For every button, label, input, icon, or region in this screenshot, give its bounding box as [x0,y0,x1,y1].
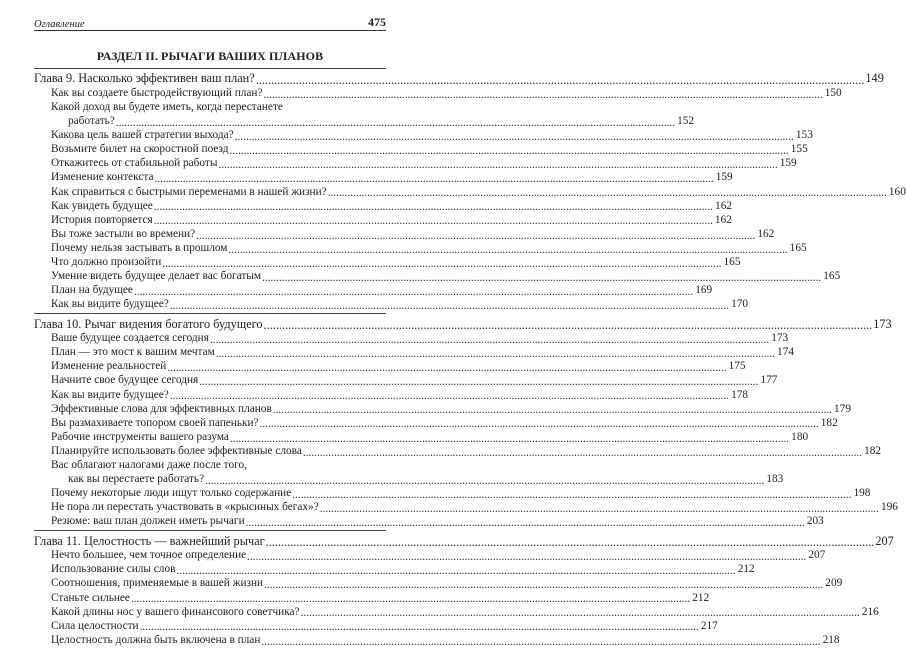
dot-leader [303,447,862,458]
toc-entry[interactable] [34,359,746,373]
divider [34,313,386,314]
toc-entry[interactable] [34,142,808,156]
toc-entry-page: 183 [766,473,784,486]
toc-entry[interactable] [34,416,838,430]
dot-leader [235,131,794,142]
toc-entry-page: 203 [806,515,824,528]
dot-leader [210,334,769,345]
toc-entry-page: 162 [714,213,732,226]
dot-leader [264,89,823,100]
toc-entry-page: 162 [757,227,775,240]
toc-entry[interactable] [34,255,741,269]
toc-entry[interactable] [34,331,789,345]
dot-leader [205,475,764,486]
toc-entry[interactable] [34,619,718,633]
dot-leader [273,404,832,415]
dot-leader [266,536,875,548]
toc-entry-page: 207 [875,533,894,548]
toc-entry-title: Целостность должна быть включена в план [51,633,261,646]
toc-entry-page: 212 [692,591,710,604]
toc-entry-title: Станьте сильнее [51,591,130,604]
toc-entry-title: Ваше будущее создается сегодня [51,332,209,345]
toc-entry-page: 162 [715,199,732,212]
toc-entry-title: Глава 11. Целостность — важнейший рычаг [34,533,265,548]
toc-entry[interactable] [34,402,851,416]
toc-entry-title: Глава 10. Рычаг видения богатого будущего [34,316,263,331]
dot-leader [328,187,887,198]
running-header-title: Оглавление [34,19,85,30]
toc-entry-title: Рабочие инструменты вашего разума [51,430,229,443]
dot-leader [320,503,879,514]
toc-entry-page: 165 [723,256,741,269]
toc-entry-page: 152 [677,115,695,128]
toc-chapter-entry[interactable] [34,315,892,331]
toc-entry-page: 179 [834,402,851,415]
toc-entry-page: 180 [791,430,809,443]
toc-entry-title: Нечто большее, чем точное определение [51,549,247,562]
dot-leader [292,489,851,500]
toc-entry-title: План — это мост к вашим мечтам [51,346,215,359]
toc-entry-page: 153 [795,129,813,142]
toc-entry[interactable] [34,590,710,604]
toc-entry-title: Возьмите билет на скоростной поезд [51,143,229,156]
toc-entry[interactable] [34,241,807,255]
toc-entry-page: 218 [822,633,840,646]
toc-entry[interactable] [34,213,732,227]
toc-entry-page: 217 [700,619,718,632]
dot-leader [140,621,699,632]
toc-entry-page: 155 [790,143,808,156]
toc-entry-title: Вас облагают налогами даже после того, [51,459,247,472]
dot-leader [261,636,820,647]
dot-leader [199,376,758,387]
toc-entry[interactable] [34,128,813,142]
dot-leader [216,348,775,359]
divider [34,530,386,531]
toc-entry-page: 174 [777,346,794,359]
dot-leader [162,258,721,269]
toc-entry-page: 170 [731,298,749,311]
running-header [34,8,386,31]
dot-leader [264,579,823,590]
toc-entry[interactable] [34,486,871,500]
dot-leader [218,159,777,170]
toc-entry-page: 212 [737,563,755,576]
toc-entry[interactable] [34,269,841,283]
dot-leader [256,74,865,86]
toc-entry[interactable] [34,297,749,311]
dot-leader [176,565,735,576]
dot-leader [154,215,713,226]
dot-leader [170,390,729,401]
toc-entry[interactable] [34,184,906,198]
toc-entry-title: История повторяется [51,213,153,226]
toc-entry[interactable] [34,199,732,213]
dot-leader [230,433,789,444]
toc-entry-title: Как вы видите будущее? [51,298,169,311]
dot-leader [154,201,713,212]
toc-entry-page: 165 [789,241,807,254]
toc-entry-title: Как увидеть будущее [51,199,153,212]
toc-entry[interactable] [34,548,826,562]
toc-entry-title: Изменение контекста [51,171,154,184]
toc-entry-page: 160 [888,185,906,198]
dot-leader [154,173,713,184]
dot-leader [116,117,675,128]
toc-entry-title: Эффективные слова для эффективных планов [51,402,272,415]
toc-entry-page: 178 [731,388,749,401]
toc-entry[interactable] [34,458,386,472]
page-number: 475 [368,15,386,29]
toc-entry-title: Какой доход вы будете иметь, когда перестанете [51,100,283,113]
toc-entry-page: 196 [880,501,898,514]
toc-entry-page: 169 [695,284,713,297]
dot-leader [196,230,755,241]
toc-entry-title: Использование силы слов [51,563,176,576]
toc-entry-title: План на будущее [51,284,133,297]
toc-entry-title: работать? [68,115,115,128]
toc-entry[interactable] [34,114,695,128]
toc-entry-title: Как справиться с быстрыми переменами в нашей жизни? [51,185,327,198]
toc-entry[interactable] [34,633,840,647]
dot-leader [230,145,789,156]
toc-entry-page: 175 [728,360,746,373]
dot-leader [301,607,860,618]
toc-entry[interactable] [34,86,842,100]
toc-entry[interactable] [34,345,794,359]
section-title: РАЗДЕЛ II. РЫЧАГИ ВАШИХ ПЛАНОВ [96,49,324,63]
toc-entry-page: 165 [823,270,841,283]
dot-leader [262,272,821,283]
dot-leader [167,362,726,373]
toc-entry-title: Сила целостности [51,619,139,632]
toc-entry[interactable] [34,514,824,528]
table-of-contents [34,70,906,647]
toc-entry[interactable] [34,576,843,590]
toc-entry-page: 173 [771,332,789,345]
toc-entry-page: 159 [715,171,733,184]
toc-chapter-entry[interactable] [34,70,884,86]
toc-entry[interactable] [34,444,882,458]
toc-entry-title: Вы тоже застыли во времени? [51,227,196,240]
toc-entry-title: Откажитесь от стабильной работы [51,157,218,170]
toc-entry[interactable] [34,430,809,444]
toc-entry-title: Изменение реальностей [51,360,167,373]
dot-leader [247,551,806,562]
dot-leader [170,300,729,311]
toc-entry[interactable] [34,605,879,619]
toc-entry-page: 198 [853,487,871,500]
toc-entry-title: Какова цель вашей стратегии выхода? [51,129,234,142]
toc-chapter-entry[interactable] [34,532,894,548]
toc-entry-page: 182 [864,444,882,457]
toc-entry-title: Как вы создаете быстродействующий план? [51,86,263,99]
toc-entry-page: 207 [808,549,826,562]
toc-entry-title: Умение видеть будущее делает вас богатым [51,270,262,283]
toc-entry-page: 173 [873,316,892,331]
toc-entry-title: Соотношения, применяемые в вашей жизни [51,577,264,590]
toc-entry[interactable] [34,283,713,297]
toc-entry[interactable] [34,472,784,486]
toc-entry-page: 209 [825,577,843,590]
dot-leader [228,244,787,255]
toc-entry-title: Как вы видите будущее? [51,388,169,401]
toc-entry[interactable] [34,227,775,241]
toc-entry-title: Что должно произойти [51,256,162,269]
dot-leader [260,418,819,429]
dot-leader [264,319,873,331]
toc-entry-page: 159 [779,157,797,170]
toc-entry-title: как вы перестаете работать? [68,473,205,486]
toc-entry[interactable] [34,373,778,387]
toc-entry[interactable] [34,500,898,514]
toc-entry-title: Вы размахиваете топором своей папеньки? [51,416,259,429]
toc-entry-title: Почему нельзя застывать в прошлом [51,241,228,254]
toc-entry-page: 216 [861,605,879,618]
toc-entry-page: 149 [865,71,884,86]
toc-entry-title: Не пора ли перестать участвовать в «крысиных бегах»? [51,501,319,514]
toc-entry-title: Какой длины нос у вашего финансового советчика? [51,605,300,618]
toc-entry[interactable] [34,170,733,184]
toc-entry[interactable] [34,100,386,114]
toc-entry-title: Глава 9. Насколько эффективен ваш план? [34,71,255,86]
dot-leader [246,517,805,528]
toc-entry[interactable] [34,387,749,401]
dot-leader [134,286,693,297]
toc-entry[interactable] [34,156,797,170]
toc-entry-page: 182 [820,416,838,429]
toc-entry-title: Планируйте использовать более эффективные слова [51,444,302,457]
toc-entry-title: Почему некоторые люди ищут только содержание [51,487,292,500]
toc-entry-page: 177 [760,374,778,387]
divider [34,68,386,69]
dot-leader [131,593,690,604]
toc-entry-title: Начните свое будущее сегодня [51,374,199,387]
toc-entry-page: 150 [824,86,842,99]
toc-entry-title: Резюме: ваш план должен иметь рычаги [51,515,245,528]
toc-entry[interactable] [34,562,755,576]
